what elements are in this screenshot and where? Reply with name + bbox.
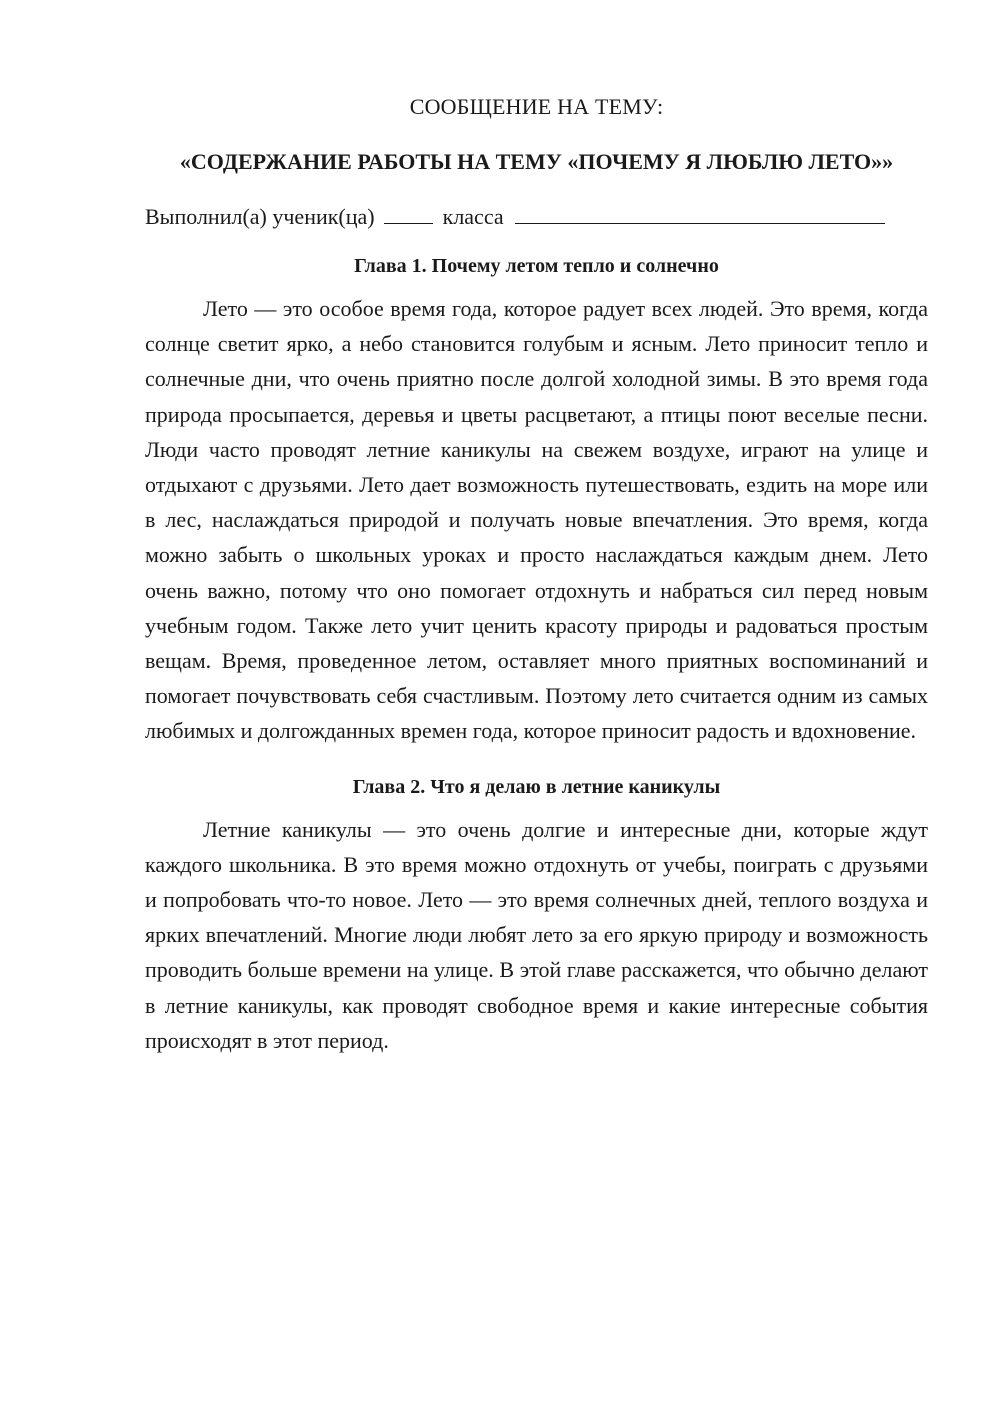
chapter-1-title: Глава 1. Почему летом тепло и солнечно — [354, 255, 719, 277]
chapter-2-title: Глава 2. Что я делаю в летние каникулы — [352, 775, 721, 798]
document-page — [145, 92, 928, 1058]
author-label: Выполнил(а) ученик(ца) — [145, 204, 375, 229]
chapter-1-body: Лето — это особое время года, которое радует всех людей. Это время, когда солнце светит ярко, а небо становится голубым и ясным. Лето приносит тепло и солнечные дни, что очень приятно после долгой холодной зимы. В это время года природа просыпается, деревья и цветы расцветают, а птицы поют веселые песни. Люди часто проводят летние каникулы на свежем воздухе, играют на улице и отдыхают с друзьями. Лето дает возможность путешествовать, ездить на море или в лес, наслаждаться природой и получать новые впечатления. Это время, когда можно забыть о школьных уроках и просто наслаждаться каждым днем. Лето очень важно, потому что оно помогает отдохнуть и набраться сил перед новым учебным годом. Также лето учит ценить красоту природы и радоваться простым вещам. Время, проведенное летом, оставляет много приятных воспоминаний и помогает почувствовать себя счастливым. Поэтому лето считается одним из самых любимых и долгожданных времен года, которое приносит радость и вдохновение. — [145, 296, 928, 744]
class-label: класса — [442, 204, 504, 229]
document-title: «СОДЕРЖАНИЕ РАБОТЫ НА ТЕМУ «ПОЧЕМУ Я ЛЮБЛЮ ЛЕТО»» — [179, 149, 894, 174]
grade-blank-field — [384, 203, 433, 224]
name-blank-field — [515, 203, 885, 224]
document-heading-prefix: СООБЩЕНИЕ НА ТЕМУ: — [409, 94, 664, 119]
author-line — [145, 201, 928, 233]
chapter-2-body: Летние каникулы — это очень долгие и интересные дни, которые ждут каждого школьника. В это время можно отдохнуть от учебы, поиграть с друзьями и попробовать что-то новое. Лето — это время солнечных дней, теплого воздуха и ярких впечатлений. Многие люди любят лето за его яркую природу и возможность проводить больше времени на улице. В этой главе расскажется, что обычно делают в летние каникулы, как проводят свободное время и какие интересные события происходят в этот период. — [145, 816, 928, 1053]
